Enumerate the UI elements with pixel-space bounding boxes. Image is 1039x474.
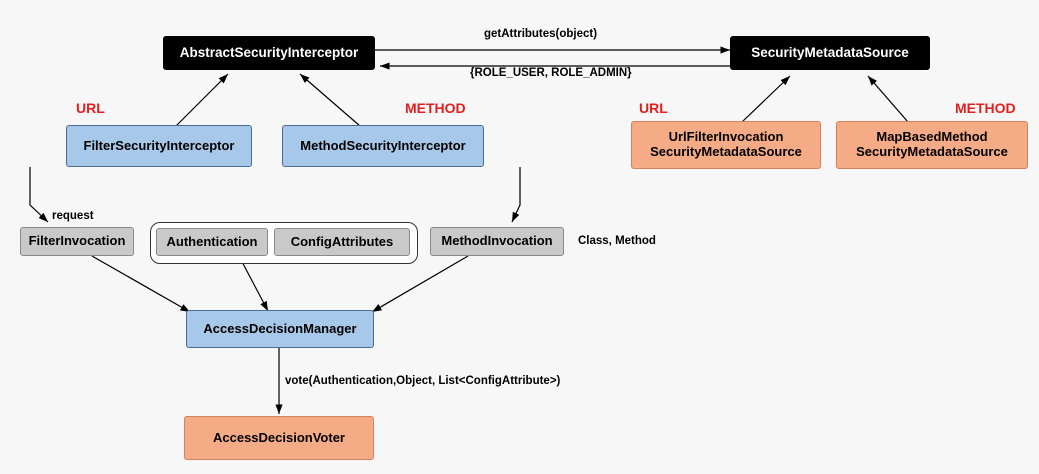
node-label: AccessDecisionVoter [213,429,345,445]
node-label: MethodSecurityInterceptor [300,137,466,153]
node-method-security-interceptor[interactable] [282,125,484,167]
node-label: FilterSecurityInterceptor [83,137,235,153]
node-label-line1: MapBasedMethod [876,129,988,145]
label-method-left: METHOD [405,100,466,116]
node-label: AbstractSecurityInterceptor [179,45,359,61]
node-label: AccessDecisionManager [203,320,357,336]
node-authentication[interactable] [156,228,268,256]
node-config-attributes[interactable] [274,228,410,256]
node-label: MethodInvocation [441,233,553,249]
node-filter-security-interceptor[interactable] [66,125,252,167]
node-security-metadata-source[interactable] [730,36,930,70]
node-access-decision-manager[interactable] [186,310,374,348]
label-url-left: URL [76,100,105,116]
node-map-based-method-security-metadata-source[interactable] [836,121,1028,169]
edge-label-class-method: Class, Method [578,235,656,247]
node-label: SecurityMetadataSource [751,45,909,61]
edge-label-vote: vote(Authentication,Object, List<ConfigAttribute>) [285,375,561,387]
node-access-decision-voter[interactable] [184,416,374,460]
node-label: Authentication [166,233,258,249]
node-abstract-security-interceptor[interactable] [163,36,375,70]
label-url-right: URL [639,100,668,116]
node-method-invocation[interactable] [430,227,564,256]
node-url-filter-invocation-security-metadata-source[interactable] [631,121,821,169]
node-filter-invocation[interactable] [20,227,134,256]
label-method-right: METHOD [955,100,1016,116]
node-label: FilterInvocation [28,233,126,249]
edge-label-roles: {ROLE_USER, ROLE_ADMIN} [470,67,632,79]
node-label-line2: SecurityMetadataSource [650,144,802,159]
node-label-line2: SecurityMetadataSource [856,144,1008,159]
node-label-line1: UrlFilterInvocation [668,129,784,145]
edge-label-request: request [52,210,94,222]
edge-label-get-attributes: getAttributes(object) [484,28,598,40]
node-label: ConfigAttributes [290,233,394,249]
